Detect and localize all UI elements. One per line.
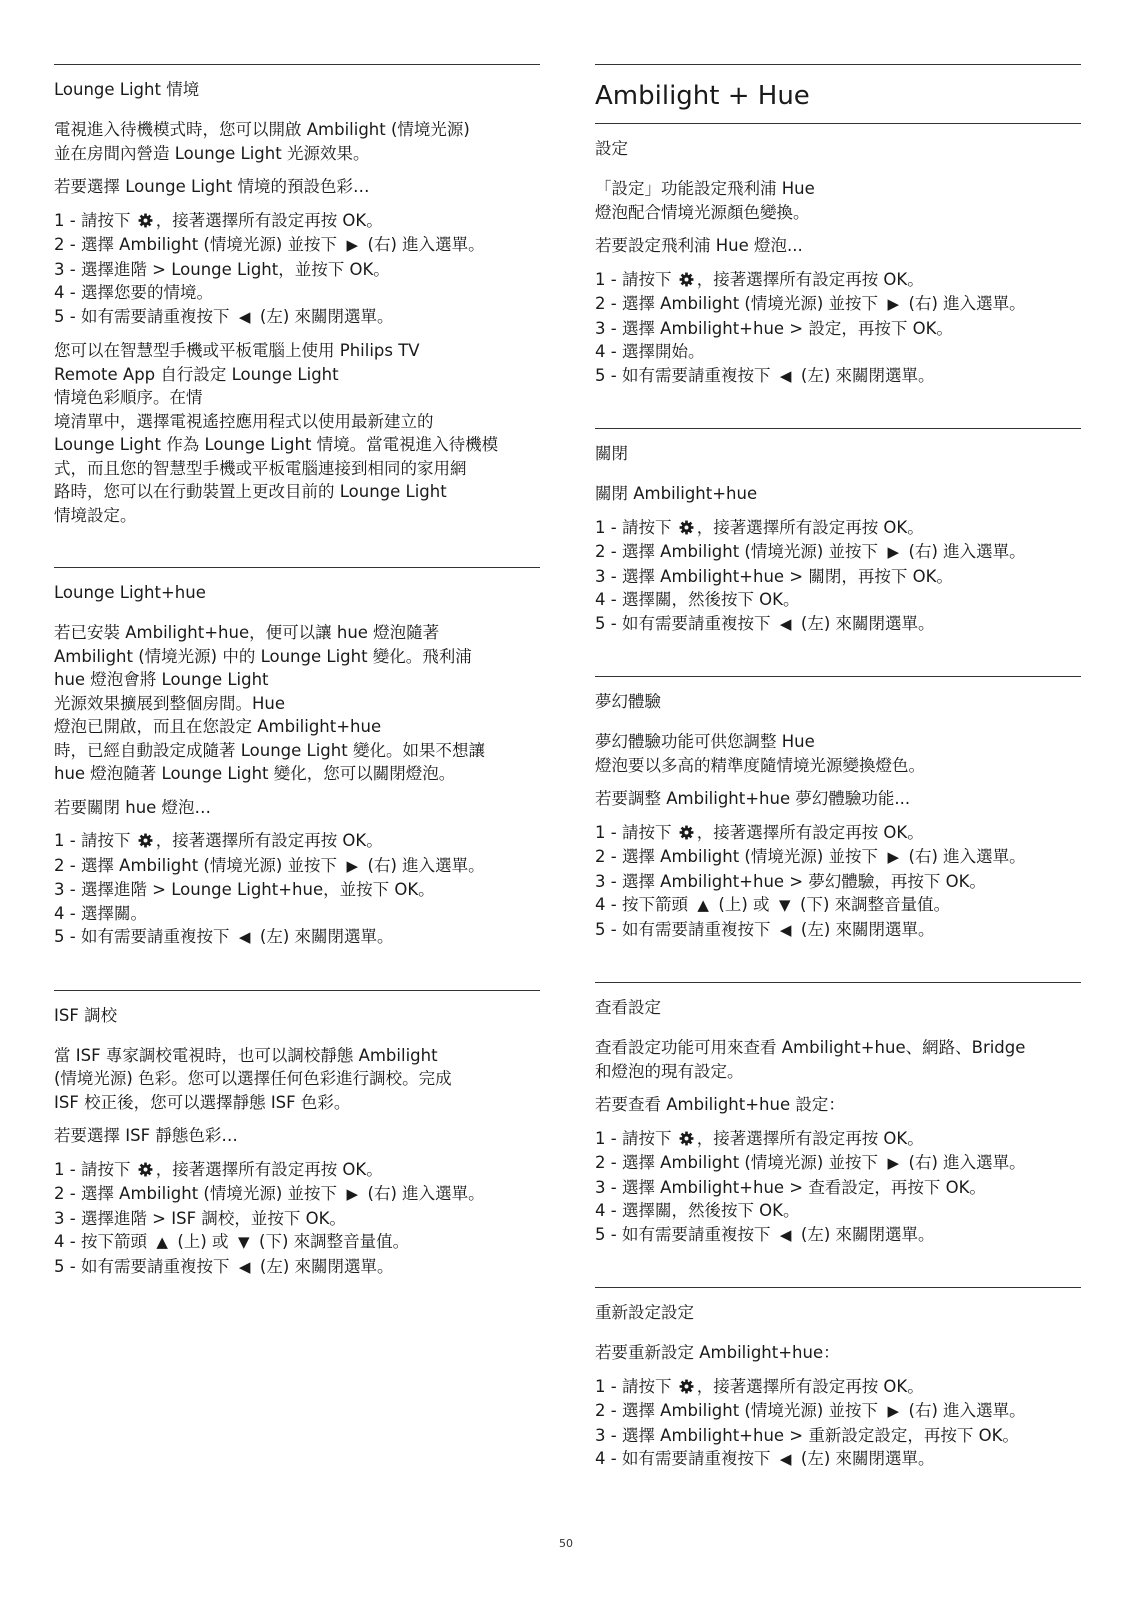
step-text: 2 - 選擇 Ambilight (情境光源) 並按下 xyxy=(595,1401,884,1420)
step-text: 3 - 選擇 Ambilight+hue > 查看設定，再按下 OK。 xyxy=(595,1177,986,1197)
step-text: 2 - 選擇 Ambilight (情境光源) 並按下 xyxy=(595,1153,884,1172)
arrow-left-icon: ◀ xyxy=(779,366,792,385)
step-item xyxy=(54,258,540,282)
step-text: 3 - 選擇 Ambilight+hue > 夢幻體驗，再按下 OK。 xyxy=(595,871,986,891)
step-text: 2 - 選擇 Ambilight (情境光源) 並按下 xyxy=(54,855,343,875)
arrow-left-icon: ◀ xyxy=(238,1257,251,1276)
step-item xyxy=(595,516,1081,541)
step-text: (下) 來調整音量值。 xyxy=(794,895,951,914)
gear-icon xyxy=(679,517,695,541)
step-item xyxy=(595,1151,1081,1176)
step-text: 5 - 如有需要請重複按下 xyxy=(54,927,235,946)
arrow-right-icon: ▶ xyxy=(887,295,900,313)
step-text: (上) 或 xyxy=(172,1232,234,1251)
step-text: (右) 進入選單。 xyxy=(362,855,485,875)
arrow-left-icon: ◀ xyxy=(779,1225,792,1244)
step-text: 1 - 請按下 xyxy=(595,1128,677,1148)
step-item xyxy=(54,1158,540,1183)
step-item xyxy=(595,845,1081,870)
section xyxy=(595,428,1081,636)
step-item xyxy=(595,612,1081,637)
step-text: (右) 進入選單。 xyxy=(903,847,1026,866)
step-text: 4 - 選擇關。 xyxy=(54,903,147,923)
step-text: 5 - 如有需要請重複按下 xyxy=(54,1256,235,1276)
section-title: ISF 調校 xyxy=(54,1005,118,1025)
paragraph: 若要調整 Ambilight+hue 夢幻體驗功能... xyxy=(595,789,911,808)
step-list xyxy=(595,1127,1081,1248)
step-text: (右) 進入選單。 xyxy=(362,235,485,254)
step-text: 1 - 請按下 xyxy=(595,269,677,289)
step-item xyxy=(54,854,540,879)
arrow-up-icon: ▲ xyxy=(156,1233,168,1251)
gear-icon xyxy=(679,822,695,846)
section xyxy=(54,64,540,527)
step-text: 1 - 請按下 xyxy=(595,517,677,537)
page-number: 50 xyxy=(559,1537,573,1550)
arrow-left-icon: ◀ xyxy=(779,1450,792,1468)
step-item xyxy=(595,588,1081,612)
step-text: 3 - 選擇進階 > Lounge Light+hue，並按下 OK。 xyxy=(54,880,435,899)
gear-icon xyxy=(138,210,154,234)
step-text: (左) 來關閉選單。 xyxy=(254,306,394,326)
section xyxy=(595,676,1081,942)
gear-icon xyxy=(138,1159,154,1183)
step-list xyxy=(595,268,1081,389)
paragraph: 若要關閉 hue 燈泡… xyxy=(54,797,212,817)
arrow-right-icon: ▶ xyxy=(887,848,900,866)
section xyxy=(595,123,1081,388)
arrow-left-icon: ◀ xyxy=(238,307,251,326)
step-item xyxy=(595,1176,1081,1200)
left-column xyxy=(54,64,540,1289)
arrow-down-icon: ▼ xyxy=(779,896,791,914)
arrow-left-icon: ◀ xyxy=(779,920,792,939)
step-item xyxy=(54,878,540,902)
section xyxy=(54,990,540,1280)
step-item xyxy=(595,565,1081,589)
step-text: 5 - 如有需要請重複按下 xyxy=(595,365,776,385)
step-item xyxy=(54,305,540,330)
step-text: 2 - 選擇 Ambilight (情境光源) 並按下 xyxy=(54,1184,343,1203)
gear-icon xyxy=(679,1128,695,1152)
step-item xyxy=(54,1255,540,1280)
step-text: 4 - 如有需要請重複按下 xyxy=(595,1449,776,1468)
arrow-right-icon: ▶ xyxy=(887,1402,900,1420)
gear-icon xyxy=(679,269,695,293)
step-item xyxy=(595,893,1081,918)
arrow-down-icon: ▼ xyxy=(238,1233,250,1251)
step-item xyxy=(595,340,1081,364)
step-text: (左) 來關閉選單。 xyxy=(795,1449,935,1468)
step-item xyxy=(54,902,540,926)
gear-icon xyxy=(138,830,154,854)
step-item xyxy=(595,1223,1081,1248)
step-text: 1 - 請按下 xyxy=(54,210,136,230)
step-text: (上) 或 xyxy=(713,895,775,914)
paragraph: 若要設定飛利浦 Hue 燈泡... xyxy=(595,236,803,255)
step-text: (左) 來關閉選單。 xyxy=(795,613,935,633)
step-text: 3 - 選擇進階 > Lounge Light，並按下 OK。 xyxy=(54,259,390,279)
step-item xyxy=(595,1127,1081,1152)
step-text: (右) 進入選單。 xyxy=(903,1153,1026,1172)
paragraph: 「設定」功能設定飛利浦 Hue 燈泡配合情境光源顏色變換。 xyxy=(595,179,815,222)
step-text: 2 - 選擇 Ambilight (情境光源) 並按下 xyxy=(595,847,884,866)
step-text: (右) 進入選單。 xyxy=(362,1184,485,1203)
section xyxy=(595,982,1081,1247)
step-text: 2 - 選擇 Ambilight (情境光源) 並按下 xyxy=(595,294,884,313)
section-title: Lounge Light+hue xyxy=(54,583,206,602)
step-item xyxy=(54,925,540,950)
step-text: (下) 來調整音量值。 xyxy=(253,1232,410,1251)
step-item xyxy=(54,281,540,305)
title-top-rule xyxy=(595,64,1081,65)
step-item xyxy=(595,317,1081,341)
step-text: 3 - 選擇進階 > ISF 調校，並按下 OK。 xyxy=(54,1208,346,1228)
step-list xyxy=(54,209,540,330)
step-text: (右) 進入選單。 xyxy=(903,294,1026,313)
section xyxy=(54,567,540,950)
paragraph: 當 ISF 專家調校電視時，也可以調校靜態 Ambilight (情境光源) 色彩。您可以選擇任何色彩進行調校。完成 ISF 校正後，您可以選擇靜態 ISF 色彩。 xyxy=(54,1045,452,1112)
step-text: 3 - 選擇 Ambilight+hue > 重新設定設定，再按下 OK。 xyxy=(595,1425,1019,1445)
page-title: Ambilight + Hue xyxy=(595,81,810,111)
step-text: (左) 來關閉選單。 xyxy=(795,365,935,385)
step-item xyxy=(54,233,540,258)
paragraph: 若已安裝 Ambilight+hue，便可以讓 hue 燈泡隨著 Ambilight (情境光源) 中的 Lounge Light 變化。飛利浦 hue 燈泡會將 Lounge Light 光源效果擴展到整個房間。Hue 燈泡已開啟，而且在您設定 Ambilight+hue 時，已經自動設定成隨著 Lounge Light 變化。如果不想讓 hue 燈泡隨著 Lounge Light 變化，您可以關閉燈泡。 xyxy=(54,623,485,783)
step-item xyxy=(595,1447,1081,1472)
arrow-up-icon: ▲ xyxy=(697,896,709,914)
arrow-right-icon: ▶ xyxy=(346,1185,359,1203)
section-title: 查看設定 xyxy=(595,998,661,1017)
step-item xyxy=(595,540,1081,565)
step-item xyxy=(595,268,1081,293)
arrow-right-icon: ▶ xyxy=(887,1154,900,1172)
step-text: 4 - 選擇開始。 xyxy=(595,342,705,361)
step-item xyxy=(595,870,1081,894)
section-title: 夢幻體驗 xyxy=(595,692,661,711)
step-text: ，接著選擇所有設定再按 OK。 xyxy=(696,269,924,289)
paragraph: 關閉 Ambilight+hue xyxy=(595,484,758,503)
step-text: 4 - 選擇關，然後按下 OK。 xyxy=(595,590,800,609)
arrow-right-icon: ▶ xyxy=(887,543,900,561)
step-text: 5 - 如有需要請重複按下 xyxy=(595,1224,776,1244)
step-item xyxy=(54,1182,540,1207)
arrow-left-icon: ◀ xyxy=(238,928,251,946)
step-text: 4 - 選擇您要的情境。 xyxy=(54,283,213,302)
step-text: (左) 來關閉選單。 xyxy=(254,927,394,946)
step-text: ，接著選擇所有設定再按 OK。 xyxy=(155,1159,383,1179)
paragraph: 夢幻體驗功能可供您調整 Hue 燈泡要以多高的精準度隨情境光源變換燈色。 xyxy=(595,732,925,775)
step-text: ，接著選擇所有設定再按 OK。 xyxy=(696,1376,924,1396)
section xyxy=(595,1287,1081,1472)
step-item xyxy=(54,829,540,854)
step-text: 5 - 如有需要請重複按下 xyxy=(54,306,235,326)
step-item xyxy=(595,1375,1081,1400)
step-text: 1 - 請按下 xyxy=(595,822,677,842)
step-text: ，接著選擇所有設定再按 OK。 xyxy=(696,1128,924,1148)
step-text: 4 - 按下箭頭 xyxy=(595,895,694,914)
step-item xyxy=(595,1399,1081,1424)
step-text: (左) 來關閉選單。 xyxy=(254,1256,394,1276)
step-text: 5 - 如有需要請重複按下 xyxy=(595,919,776,939)
step-text: 1 - 請按下 xyxy=(54,1159,136,1179)
paragraph: 您可以在智慧型手機或平板電腦上使用 Philips TV Remote App 自行設定 Lounge Light 情境色彩順序。在情 境清單中，選擇電視遙控應用程式以使用最新建立的 Lounge Light 作為 Lounge Light 情境。當電視進入待機模 式，而且您的智慧型手機或平板電腦連接到相同的家用網 路時，您可以在行動裝置上更改目前的 Lounge Light 情境設定。 xyxy=(54,341,499,525)
step-list xyxy=(54,829,540,950)
step-text: 4 - 按下箭頭 xyxy=(54,1232,153,1251)
step-text: ，接著選擇所有設定再按 OK。 xyxy=(155,831,383,850)
step-item xyxy=(595,918,1081,943)
step-text: (右) 進入選單。 xyxy=(903,542,1026,561)
step-item xyxy=(595,821,1081,846)
right-column xyxy=(595,64,1081,1482)
step-text: ，接著選擇所有設定再按 OK。 xyxy=(696,517,924,537)
step-text: (右) 進入選單。 xyxy=(903,1401,1026,1420)
step-text: 2 - 選擇 Ambilight (情境光源) 並按下 xyxy=(595,542,884,561)
step-item xyxy=(54,1230,540,1255)
step-text: 3 - 選擇 Ambilight+hue > 關閉，再按下 OK。 xyxy=(595,566,953,586)
step-text: 5 - 如有需要請重複按下 xyxy=(595,613,776,633)
step-item xyxy=(595,1199,1081,1223)
step-item xyxy=(595,364,1081,389)
step-text: 4 - 選擇關，然後按下 OK。 xyxy=(595,1201,800,1220)
paragraph: 電視進入待機模式時，您可以開啟 Ambilight (情境光源) 並在房間內營造 Lounge Light 光源效果。 xyxy=(54,120,470,163)
step-item xyxy=(595,1424,1081,1448)
step-text: ，接著選擇所有設定再按 OK。 xyxy=(155,210,383,230)
paragraph: 若要選擇 Lounge Light 情境的預設色彩… xyxy=(54,177,370,196)
section-title: 設定 xyxy=(595,139,628,158)
section-title: 關閉 xyxy=(595,444,628,463)
arrow-left-icon: ◀ xyxy=(779,614,792,633)
step-list xyxy=(595,516,1081,637)
step-text: (左) 來關閉選單。 xyxy=(795,919,935,939)
step-list xyxy=(595,1375,1081,1472)
step-text: 1 - 請按下 xyxy=(595,1376,677,1396)
section-title: 重新設定設定 xyxy=(595,1303,694,1322)
step-item xyxy=(54,1207,540,1231)
arrow-right-icon: ▶ xyxy=(346,236,359,254)
step-text: 1 - 請按下 xyxy=(54,831,136,850)
step-text: ，接著選擇所有設定再按 OK。 xyxy=(696,822,924,842)
step-item xyxy=(595,292,1081,317)
paragraph: 若要重新設定 Ambilight+hue： xyxy=(595,1343,840,1362)
step-list xyxy=(595,821,1081,943)
step-text: 3 - 選擇 Ambilight+hue > 設定，再按下 OK。 xyxy=(595,318,953,338)
step-list xyxy=(54,1158,540,1280)
step-text: (左) 來關閉選單。 xyxy=(795,1224,935,1244)
paragraph: 若要查看 Ambilight+hue 設定： xyxy=(595,1095,845,1114)
paragraph: 若要選擇 ISF 靜態色彩… xyxy=(54,1126,238,1145)
arrow-right-icon: ▶ xyxy=(346,856,359,875)
paragraph: 查看設定功能可用來查看 Ambilight+hue、網路、Bridge 和燈泡的現有設定。 xyxy=(595,1038,1026,1081)
step-text: 2 - 選擇 Ambilight (情境光源) 並按下 xyxy=(54,235,343,254)
gear-icon xyxy=(679,1376,695,1400)
step-item xyxy=(54,209,540,234)
section-title: Lounge Light 情境 xyxy=(54,80,200,99)
